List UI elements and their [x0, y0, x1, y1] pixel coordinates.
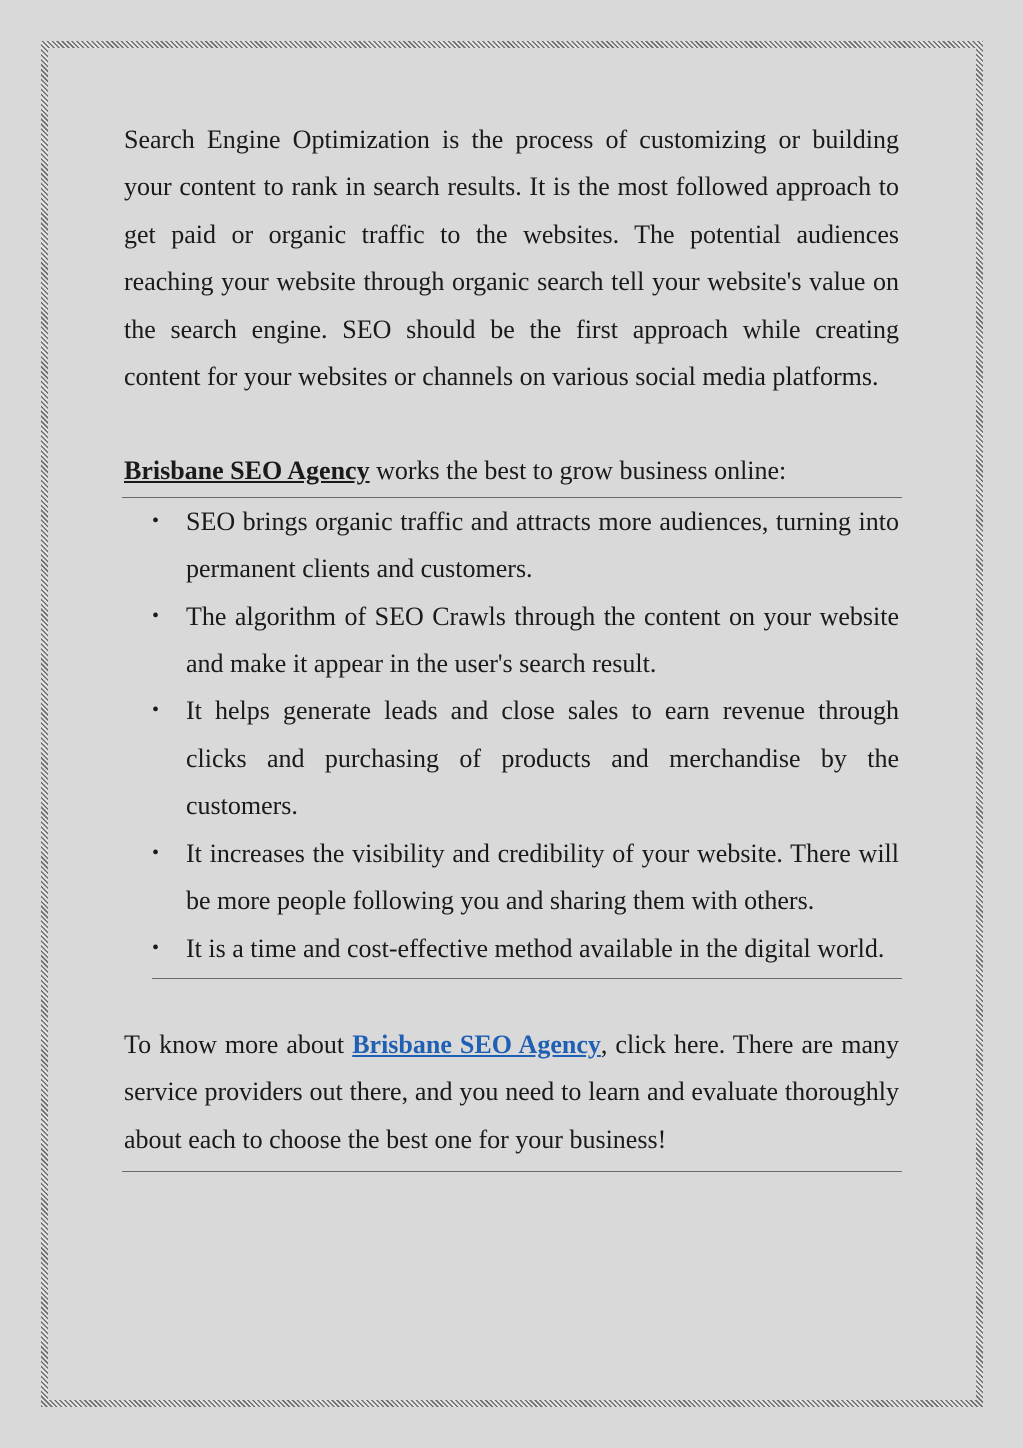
brisbane-seo-agency-link[interactable]: Brisbane SEO Agency [124, 456, 370, 486]
closing-text-after: , click here. There are many service providers out there, and you need to learn and evaluate thoroughly about each to choose the best one for your business! [124, 1029, 900, 1154]
list-item-text: It increases the visibility and credibility of your website. There will be more people following you and sharing them with others. [186, 838, 899, 916]
list-item [152, 593, 899, 688]
list-item-text: It helps generate leads and close sales to earn revenue through clicks and purchasing of products and merchandise by the customers. [186, 696, 899, 821]
list-item [152, 687, 899, 829]
section-heading [124, 447, 899, 496]
bullet-icon: • [152, 604, 160, 627]
brisbane-seo-agency-hyperlink[interactable]: Brisbane SEO Agency [352, 1029, 601, 1059]
divider-middle [152, 978, 902, 979]
divider-bottom [122, 1171, 902, 1172]
list-item-text: SEO brings organic traffic and attracts more audiences, turning into permanent clients and customers. [186, 506, 899, 584]
document-body [124, 116, 899, 1172]
bullet-icon: • [152, 936, 160, 959]
intro-paragraph: Search Engine Optimization is the process of customizing or building your content to rank in search results. It is the most followed approach to get paid or organic traffic to the websites. The potential audiences reaching your website through organic search tell your website's value on the search engine. SEO should be the first approach while creating content for your websites or channels on various social media platforms. [124, 125, 899, 392]
list-item [152, 498, 899, 593]
closing-paragraph [124, 1021, 899, 1171]
list-item [152, 830, 899, 925]
list-item-text: The algorithm of SEO Crawls through the content on your website and make it appear in the user's search result. [186, 601, 899, 679]
closing-text-before: To know more about [124, 1029, 353, 1059]
benefits-list [124, 498, 899, 978]
bullet-icon: • [152, 841, 160, 864]
section-heading-text: works the best to grow business online: [369, 456, 787, 486]
list-item [152, 925, 899, 972]
bullet-icon: • [152, 509, 160, 532]
list-item-text: It is a time and cost-effective method available in the digital world. [186, 933, 885, 963]
bullet-icon: • [152, 699, 160, 722]
